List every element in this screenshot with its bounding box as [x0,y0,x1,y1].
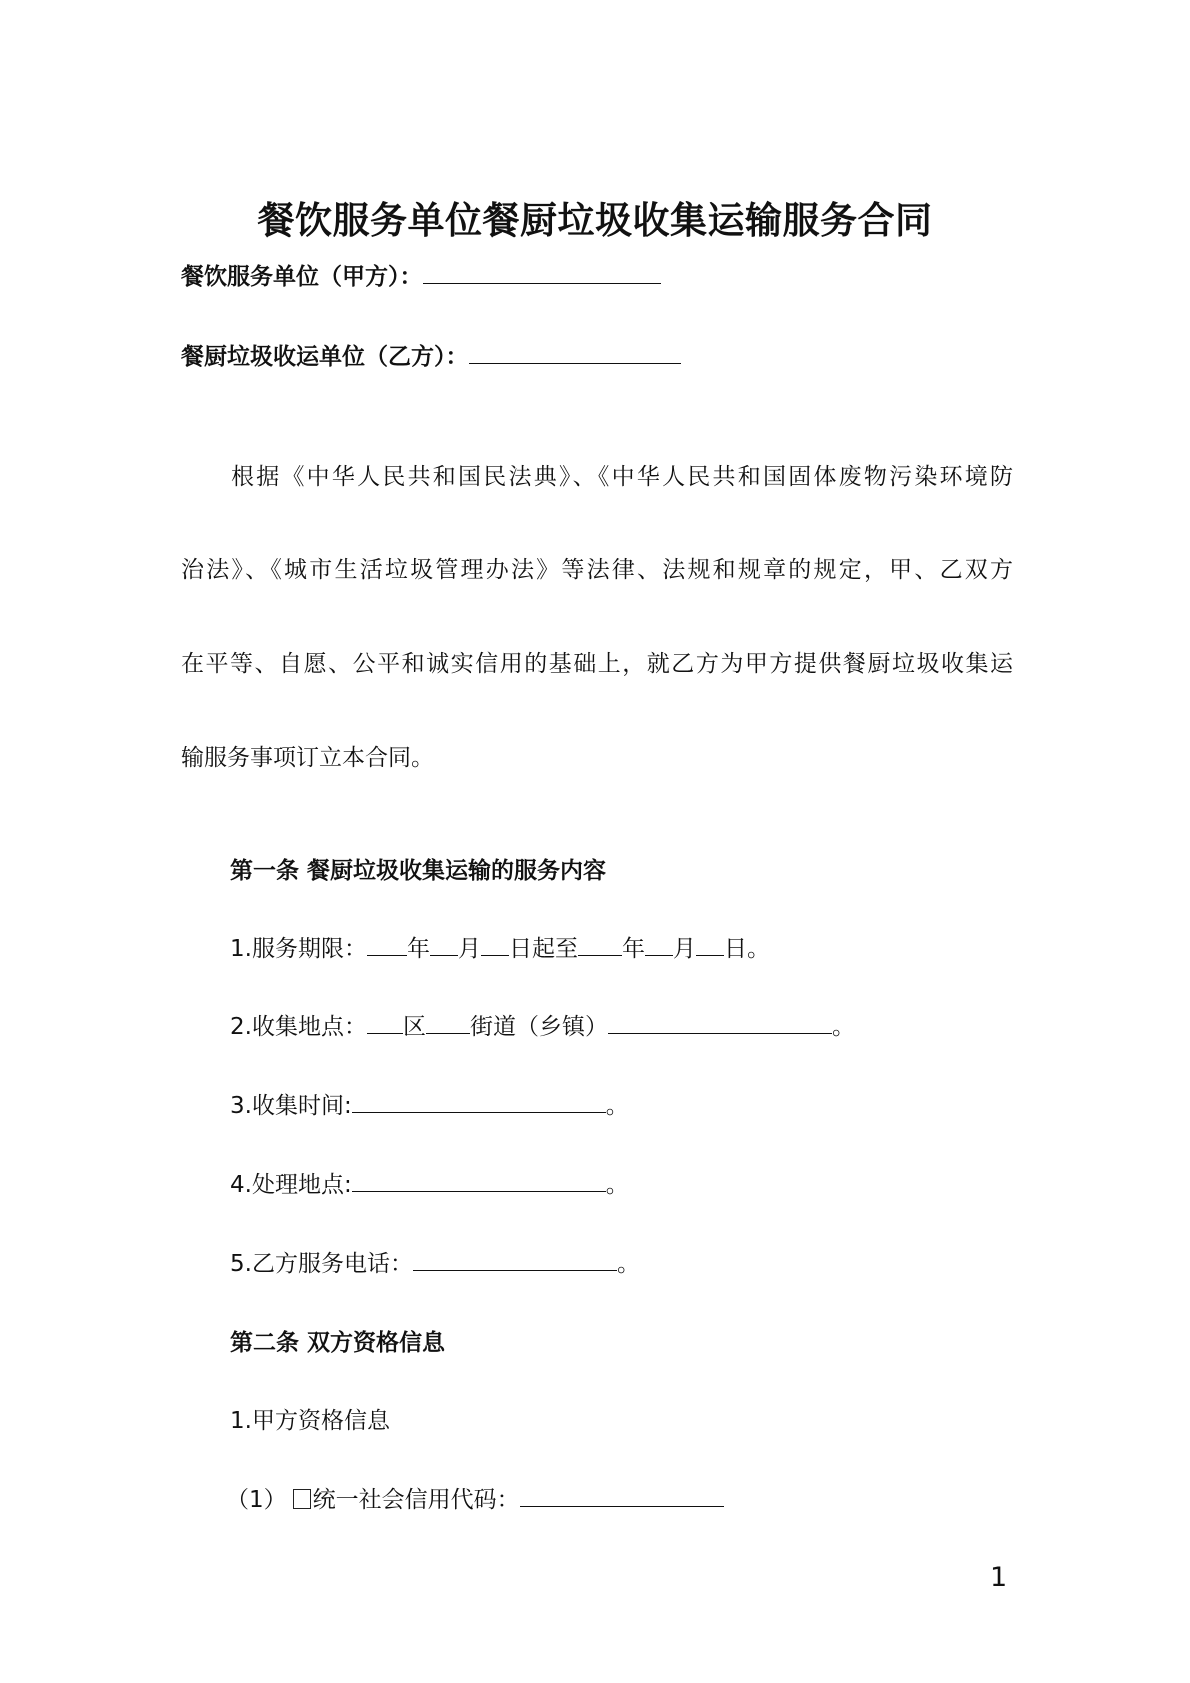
service-phone-label: 5.乙方服务电话： [230,1251,413,1277]
collection-time-label: 3.收集时间: [230,1093,352,1119]
end-day-blank[interactable] [696,933,724,956]
district-label: 区 [402,1014,426,1040]
start-month-blank[interactable] [430,933,458,956]
end-month-blank[interactable] [645,933,673,956]
item-number: （1） [226,1487,287,1513]
party-b-blank[interactable] [469,341,681,364]
preamble-line: 输服务事项订立本合同。 [181,745,434,771]
period-mark: 。 [616,1251,640,1277]
party-a-qualification-heading: 1.甲方资格信息 [230,1408,390,1434]
party-b-line [181,338,681,371]
disposal-location-line [230,1166,629,1199]
page-number: 1 [990,1562,1008,1593]
preamble-line: 在平等、自愿、公平和诚实信用的基础上，就乙方为甲方提供餐厨垃圾收集运 [181,651,1013,677]
disposal-location-blank[interactable] [352,1169,606,1192]
article2-heading: 第二条 双方资格信息 [230,1330,446,1356]
credit-code-blank[interactable] [520,1484,724,1507]
year-label: 年 [621,936,645,962]
service-period-line [230,930,770,963]
month-label: 月 [457,936,481,962]
service-phone-blank[interactable] [413,1248,617,1271]
street-label: 街道（乡镇） [469,1014,608,1040]
period-mark: 。 [605,1172,629,1198]
period-mark: 。 [605,1093,629,1119]
credit-code-label: 统一社会信用代码： [312,1487,520,1513]
preamble-line: 根据《中华人民共和国民法典》、《中华人民共和国固体废物污染环境防 [231,464,1013,490]
end-year-blank[interactable] [578,933,622,956]
year-label: 年 [406,936,430,962]
day-end-label: 日。 [723,936,770,962]
day-to-label: 日起至 [508,936,578,962]
preamble-line: 治法》、《城市生活垃圾管理办法》等法律、法规和规章的规定，甲、乙双方 [181,557,1013,583]
party-a-line [181,258,661,291]
address-blank[interactable] [608,1011,832,1034]
start-year-blank[interactable] [367,933,407,956]
collection-location-label: 2.收集地点： [230,1014,367,1040]
contract-title: 餐饮服务单位餐厨垃圾收集运输服务合同 [257,199,933,242]
party-a-blank[interactable] [423,261,661,284]
start-day-blank[interactable] [481,933,509,956]
credit-code-line [226,1481,724,1514]
collection-location-line [230,1008,855,1041]
party-b-label: 餐厨垃圾收运单位（乙方）： [181,344,469,370]
party-a-label: 餐饮服务单位（甲方）： [181,264,423,290]
month-label: 月 [672,936,696,962]
collection-time-blank[interactable] [352,1090,606,1113]
disposal-location-label: 4.处理地点: [230,1172,352,1198]
collection-time-line [230,1087,629,1120]
service-period-label: 1.服务期限： [230,936,367,962]
district-blank[interactable] [367,1011,403,1034]
period-mark: 。 [831,1014,855,1040]
service-phone-line [230,1245,640,1278]
credit-code-checkbox[interactable] [293,1489,311,1509]
article1-heading: 第一条 餐厨垃圾收集运输的服务内容 [230,858,607,884]
street-blank[interactable] [426,1011,470,1034]
